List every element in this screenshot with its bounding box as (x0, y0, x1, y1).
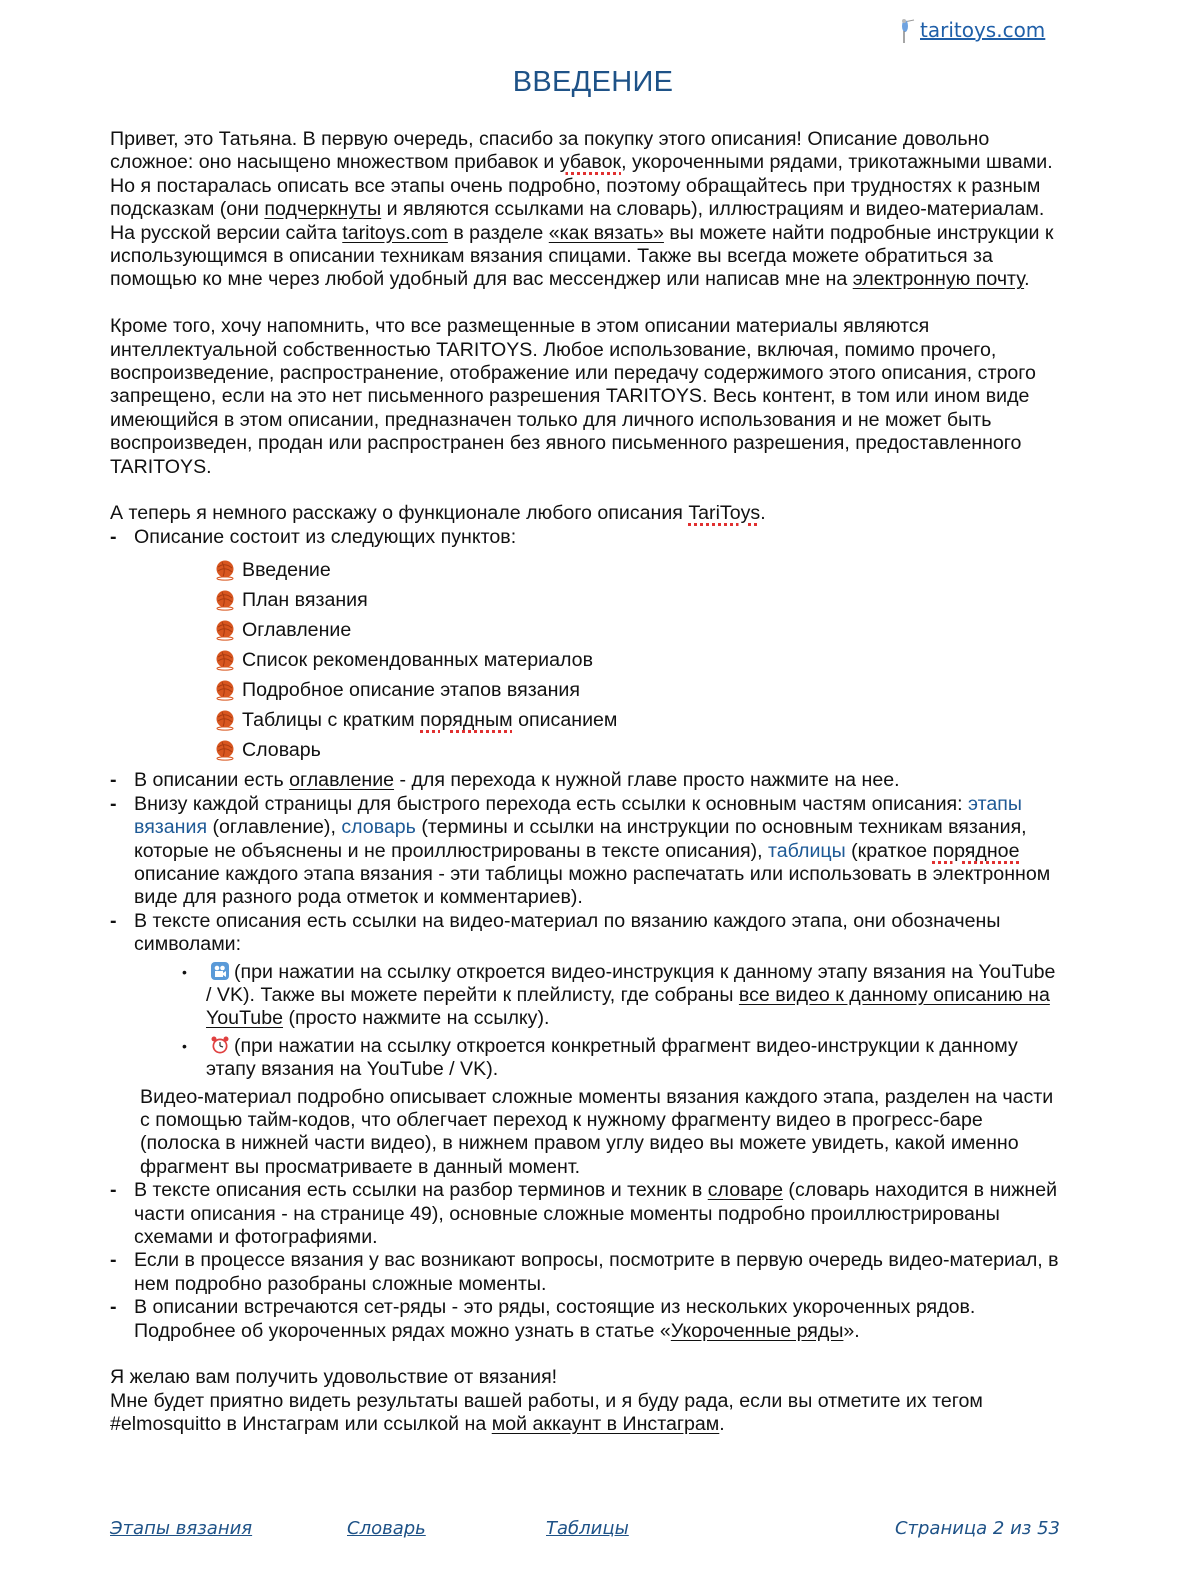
text: ». (843, 1319, 860, 1342)
text: . (719, 1413, 725, 1436)
glossary-link[interactable]: словарь (341, 816, 416, 839)
video-symbol-item (182, 961, 1060, 1031)
section-label: Словарь (242, 738, 321, 761)
yarn-ball-icon (214, 709, 236, 731)
glossary-inline-link[interactable]: словаре (707, 1179, 783, 1202)
spellcheck-word: убавок (559, 151, 622, 174)
page-number: Страница 2 из 53 (894, 1518, 1060, 1539)
feature-item-set-rows (110, 1296, 1060, 1343)
spellcheck-word: порядным (420, 708, 513, 731)
copyright-paragraph: Кроме того, хочу напомнить, что все размещенные в этом описании материалы являются интеллектуальной собственностью TARITOYS. Любое использование, включая, помимо прочего, воспроизведение, распространение, отображение или передачу содержимого этого описания, строго запрещено, если на это нет письменного разрешения TARITOYS. Весь контент, в том или ином виде имеющийся в этом описании, предназначен только для личного использования и не может быть воспроизведен, продан или распространен без явного письменного разрешения, предоставленного TARITOYS. (110, 315, 1036, 478)
yarn-ball-icon (214, 619, 236, 641)
site-link[interactable] (898, 16, 1045, 44)
yarn-ball-icon (214, 559, 236, 581)
text: . (1024, 268, 1030, 291)
section-item (214, 735, 1060, 765)
text: , укороченными рядами, трикотажными швами. Но я постаралась описать все этапы очень подробно, поэтому обращайтесь при трудностях к разным подсказкам (они (110, 151, 1053, 221)
site-link-text: taritoys.com (920, 18, 1046, 42)
section-item (214, 675, 1060, 705)
feature-item-video (110, 910, 1060, 1082)
alarm-clock-icon[interactable] (210, 1035, 230, 1055)
text: В описании встречаются сет-ряды - это ряды, состоящие из нескольких укороченных рядов. Подробнее об укороченных рядах можно узнать в статье « (134, 1296, 976, 1342)
text: вы можете найти подробные инструкции к использующимся в описании техникам вязания спицами. Также вы всегда можете обратиться за помощью ко мне через любой удобный для вас мессенджер или написав мне на (110, 221, 1054, 291)
text: (словарь находится в нижней части описания - на странице 49), основные сложные моменты подробно проиллюстрированы схемами и фотографиями. (134, 1179, 1058, 1248)
feature-item-structure (110, 526, 1060, 765)
closing-line: Я желаю вам получить удовольствие от вязания! (110, 1366, 558, 1389)
feature-item-toc (110, 769, 1060, 792)
video-symbols-list (182, 961, 1060, 1082)
youtube-playlist-link[interactable]: все видео к данному описанию на YouTube (206, 983, 1050, 1030)
text: А теперь я немного расскажу о функционале любого описания (110, 502, 689, 525)
text: - для перехода к нужной главе просто нажмите на нее. (394, 769, 900, 792)
video-note: Видео-материал подробно описывает сложные моменты вязания каждого этапа, разделен на части с помощью тайм-кодов, что облегчает переход к нужному фрагменту видео в прогресс-баре (полоска в нижней части видео), в нижнем правом углу видео вы можете увидеть, какой именно фрагмент вы просматриваете в данный момент. (140, 1085, 1054, 1178)
section-item (214, 555, 1060, 585)
stages-link[interactable]: этапы вязания (134, 792, 1022, 839)
text: в разделе (447, 221, 549, 244)
page-footer (110, 1518, 1060, 1546)
footer-glossary-link[interactable]: Словарь (347, 1518, 426, 1539)
text: В тексте описания есть ссылки на видео-материал по вязанию каждого этапа, они обозначены символами: (134, 909, 1001, 956)
text: (при нажатии на ссылку откроется видео-инструкция к данному этапу вязания на YouTube / VK). Также вы можете перейти к плейлисту, где собраны (206, 960, 1056, 1006)
text: (оглавление), (207, 816, 342, 839)
tables-link[interactable]: таблицы (768, 839, 846, 862)
text: Мне будет приятно видеть результаты вашей работы, и я буду рада, если вы отметите их тегом #elmosquitto в Инстаграм или ссылкой на (110, 1389, 983, 1436)
text: описанием (512, 708, 618, 731)
how-to-knit-link[interactable]: «как вязать» (548, 221, 664, 244)
underlined-link[interactable]: подчеркнуты (264, 198, 382, 221)
closing-paragraph (110, 1390, 1060, 1437)
email-link[interactable]: электронную почту (852, 268, 1025, 291)
short-rows-link[interactable]: Укороченные ряды (670, 1319, 844, 1342)
text: В тексте описания есть ссылки на разбор терминов и техник в (134, 1179, 708, 1202)
section-label: План вязания (242, 588, 368, 611)
yarn-ball-icon (214, 589, 236, 611)
section-item (214, 705, 1060, 735)
site-url-link[interactable]: taritoys.com (342, 221, 448, 244)
intro-paragraph (110, 128, 1060, 292)
text: Внизу каждой страницы для быстрого перехода есть ссылки к основным частям описания: (134, 792, 969, 815)
text: (термины и ссылки на инструкции по основным техникам вязания, которые не объяснены и не проиллюстрированы в тексте описания), (134, 816, 1027, 862)
text: (краткое (845, 839, 933, 862)
yarn-ball-icon (214, 679, 236, 701)
text: В описании есть (134, 769, 290, 792)
text: и являются ссылками на словарь), иллюстрациям и видео-материалам. На русской версии сайта (110, 198, 1045, 244)
section-label (242, 709, 617, 732)
text: Привет, это Татьяна. В первую очередь, спасибо за покупку этого описания! Описание довольно сложное: оно насыщено множеством прибавок и (110, 128, 990, 174)
text: . (760, 502, 766, 525)
spellcheck-word: порядное (932, 839, 1020, 862)
spellcheck-word: TariToys (688, 502, 761, 525)
section-item (214, 645, 1060, 675)
text: Описание состоит из следующих пунктов: (134, 525, 517, 548)
section-item (214, 615, 1060, 645)
document-body (110, 128, 1060, 1437)
page-title: ВВЕДЕНИЕ (512, 66, 674, 98)
video-symbol-item (182, 1035, 1060, 1082)
text: (просто нажмите на ссылку). (283, 1007, 550, 1030)
text: Таблицы с кратким (242, 708, 421, 731)
footer-tables-link[interactable]: Таблицы (546, 1518, 629, 1539)
toc-link[interactable]: оглавление (289, 769, 395, 792)
section-label: Введение (242, 558, 331, 581)
footer-stages-link[interactable]: Этапы вязания (110, 1518, 253, 1539)
movie-camera-icon[interactable] (210, 961, 230, 981)
yarn-ball-icon (214, 739, 236, 761)
feature-item-glossary (110, 1179, 1060, 1249)
section-label: Оглавление (242, 618, 352, 641)
instagram-link[interactable]: мой аккаунт в Инстаграм (491, 1413, 720, 1436)
section-label: Подробное описание этапов вязания (242, 678, 580, 701)
text: описание каждого этапа вязания - эти таблицы можно распечатать или использовать в электронном виде для разного рода отметок и комментариев). (134, 862, 1051, 909)
features-intro (110, 502, 1060, 525)
section-label: Список рекомендованных материалов (242, 648, 593, 671)
feature-item-questions: - Если в процессе вязания у вас возникают вопросы, посмотрите в первую очередь видео-материал, в нем подробно разобраны сложные моменты. (110, 1249, 1060, 1296)
feature-item-footer-links (110, 793, 1060, 910)
sections-list (214, 555, 1060, 765)
section-item (214, 585, 1060, 615)
text: (при нажатии на ссылку откроется конкретный фрагмент видео-инструкции к данному этапу вязания на YouTube / VK). (206, 1034, 1018, 1081)
yarn-ball-icon (214, 649, 236, 671)
bird-logo-icon (898, 16, 916, 44)
